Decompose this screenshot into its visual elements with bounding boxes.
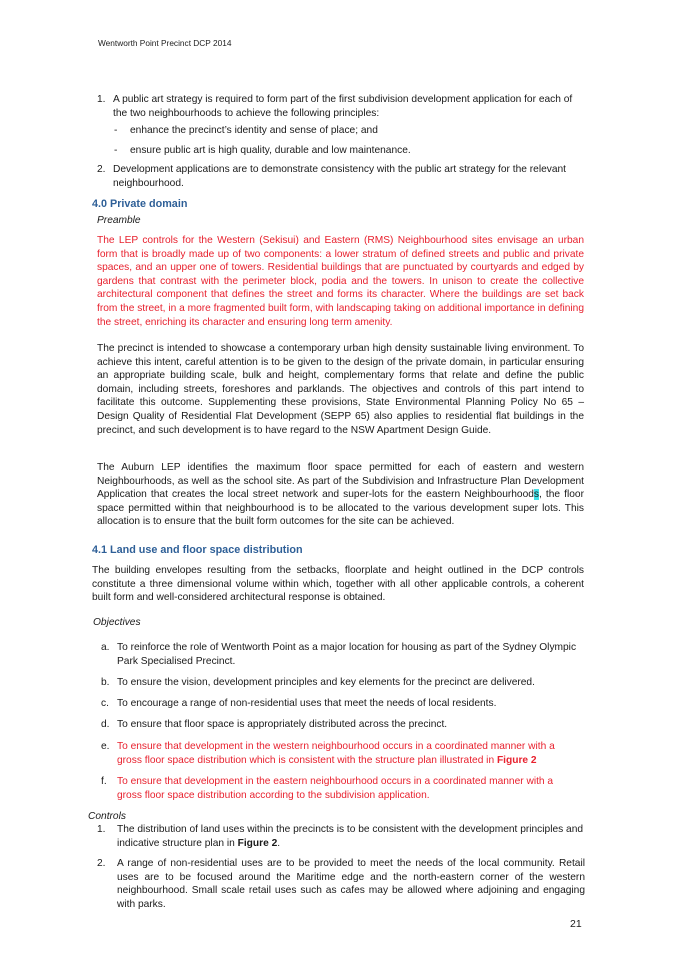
- text-highlight: s: [533, 489, 540, 501]
- body-paragraph: The precinct is intended to showcase a contemporary urban high density sustainable living environment. To achieve this intent, careful attention is to be given to the design of the private domain, in particular ensuring an appropriate building scale, bulk and height, complementary forms that relate and define the public domain, including streets, foreshores and parklands. The objectives and controls of this part intend to facilitate this outcome. Supplementing these provisions, State Environmental Planning Policy No 65 – Design Quality of Residential Flat Development (SEPP 65) also applies to residential flat buildings in the precinct, and such development is to have regard to the NSW Apartment Design Guide.: [97, 343, 584, 436]
- section-heading: 4.0 Private domain: [92, 198, 188, 210]
- body-paragraph: The building envelopes resulting from the setbacks, floorplate and height outlined in the DCP controls constitute a three dimensional volume within which, together with all other applicable controls, a coherent built form and well-considered architectural response is obtained.: [92, 565, 584, 604]
- body-paragraph: The Auburn LEP identifies the maximum floor space permitted for each of eastern and western Neighbourhoods, as well as the school site. As part of the Subdivision and Infrastructure Plan Development Application that creates the local street network and super-lots for the eastern Neighbourhoods, the floor space permitted within that neighbourhood is to be allocated to the various development super lots. This allocation is to ensure that the built form outcomes for the site can be achieved.: [97, 462, 584, 528]
- objectives-label: Objectives: [93, 617, 141, 628]
- preamble-label: Preamble: [97, 215, 141, 226]
- document-page: Wentworth Point Precinct DCP 2014 1. A public art strategy is required to form part of the first subdivision development application for each of the two neighbourhoods to achieve the following principles: - enhance the precinct’s identity and sense of place; and - ensure public art is high quality, durable and low maintenance. 2. Development applications are to demonstrate consistency with the public art strategy for the relevant neighbourhood. 4.0 Private domain Preamble The LEP controls for the Western (Sekisui) and Eastern (RMS) Neighbourhood sites envisage an urban form that is broadly made up of two components: a lower stratum of defined streets and public and private spaces, and an upper one of towers. Residential buildings that are punctuated by courtyards and edged by gardens that contrast with the perimeter block, podia and the towers. In unison to create the collective architectural component that defines the street and forms its character. Where the buildings are set back from the street, in a more fragmented built form, with landscaping taking on additional importance in defining the street, enriching its character and ensuring long term amenity. The precinct is intended to showcase a contemporary urban high density sustainable living environment. To achieve this intent, careful attention is to be given to the design of the private domain, in particular ensuring an appropriate building scale, bulk and height, complementary forms that relate and define the public domain, including streets, foreshores and parklands. The objectives and controls of this part intend to facilitate this outcome. Supplementing these provisions, State Environmental Planning Policy No 65 – Design Quality of Residential Flat Development (SEPP 65) also applies to residential flat buildings in the precinct, and such development is to have regard to the NSW Apartment Design Guide. The Auburn LEP identifies the maximum floor space permitted for each of eastern and western Neighbourhoods, as well as the school site. As part of the Subdivision and Infrastructure Plan Development Application that creates the local street network and super-lots for the eastern Neighbourhoods, the floor space permitted within that neighbourhood is to be allocated to the various development super lots. This allocation is to ensure that the built form outcomes for the site can be achieved. 4.1 Land use and floor space distribution The building envelopes resulting from the setbacks, floorplate and height outlined in the DCP controls constitute a three dimensional volume within which, together with all other applicable controls, a coherent built form and well-considered architectural response is obtained. Objectives a. To reinforce the role of Wentworth Point as a major location for housing as part of the Sydney Olympic Park Specialised Precinct. b. To ensure the vision, development principles and key elements for the precinct are delivered. c. To encourage a range of non-residential uses that meet the needs of local residents. d. To ensure that floor space is appropriately distributed across the precinct. e. To ensure that development in the western neighbourhood occurs in a coordinated manner with a gross floor space distribution which is consistent with the structure plan illustrated in Figure 2 f. To ensure that development in the eastern neighbourhood occurs in a coordinated manner with a gross floor space distribution according to the subdivision application. Controls 1. The distribution of land uses within the precincts is to be consistent with the development principles and indicative structure plan in Figure 2. 2. A range of non-residential uses are to be provided to meet the needs of the local community. Retail uses are to be focused around the Maritime edge and the north-eastern corner of the western neighbourhood. Small scale retail uses such as cafes may be allowed where adjoining and engaging with parks. 21: [0, 0, 682, 966]
- preamble-text: The LEP controls for the Western (Sekisui) and Eastern (RMS) Neighbourhood sites envisage an urban form that is broadly made up of two components: a lower stratum of defined streets and public and private spaces, and an upper one of towers. Residential buildings that are punctuated by courtyards and edged by gardens that contrast with the perimeter block, podia and the towers. In unison to create the collective architectural component that defines the street and forms its character. Where the buildings are set back from the street, in a more fragmented built form, with landscaping taking on additional importance in defining the street, enriching its character and ensuring long term amenity.: [97, 235, 585, 328]
- page-number: 21: [570, 918, 582, 930]
- section-heading: 4.1 Land use and floor space distribution: [92, 544, 303, 556]
- controls-label: Controls: [88, 811, 126, 822]
- running-header: Wentworth Point Precinct DCP 2014: [98, 38, 232, 48]
